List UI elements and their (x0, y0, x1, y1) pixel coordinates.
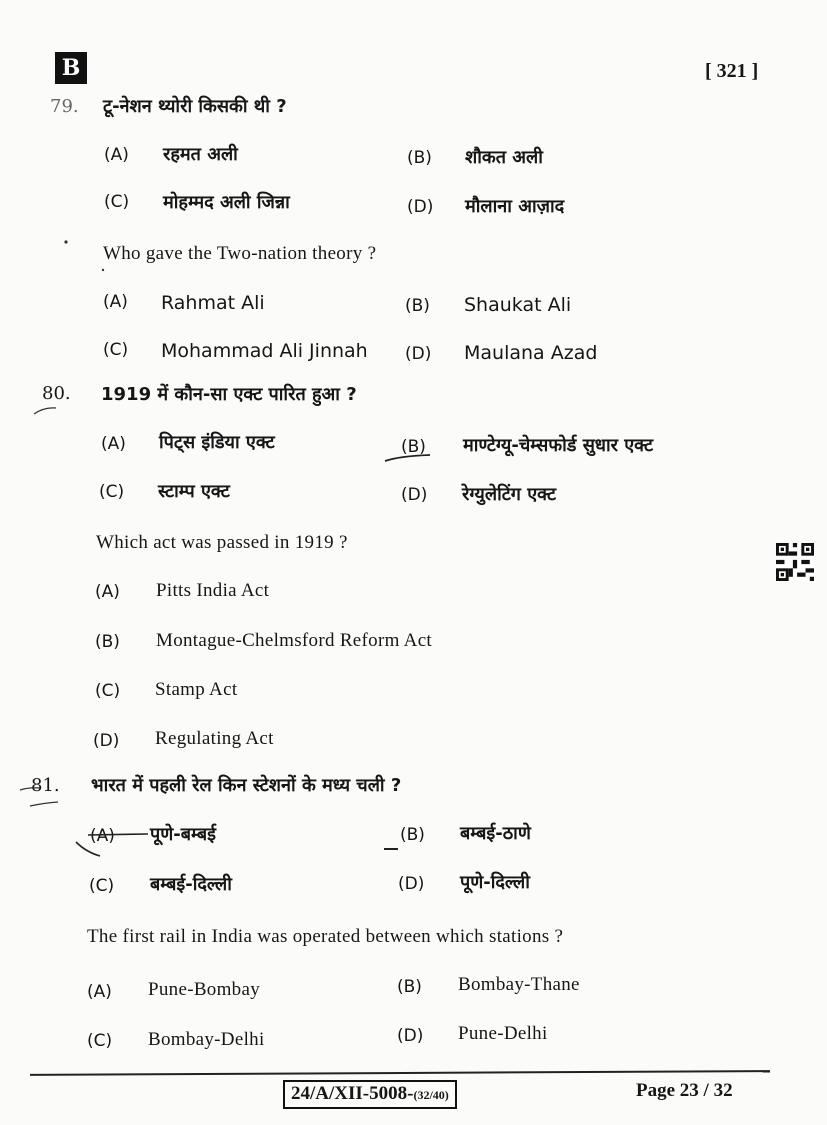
pen-underline-q80-b (385, 455, 430, 461)
option-label: (A) (104, 145, 129, 165)
pen-dot (64, 240, 67, 243)
page-code: [ 321 ] (705, 60, 759, 82)
option-text-english: Stamp Act (155, 679, 238, 700)
option-text-english: Bombay-Delhi (148, 1029, 265, 1050)
option-label: (A) (95, 582, 120, 602)
option-text-hindi: शौकत अली (465, 147, 543, 168)
option-label: (C) (103, 340, 129, 360)
question-text-english: Who gave the Two-nation theory ? (103, 243, 377, 264)
option-label: (A) (103, 292, 128, 312)
question-number: 81. (31, 775, 60, 796)
paper-code (283, 1080, 457, 1109)
pen-hook-q81-a (76, 842, 100, 856)
option-label: (C) (89, 876, 115, 896)
option-label: (A) (87, 982, 112, 1002)
option-label: (C) (95, 681, 121, 701)
option-text-hindi: बम्बई-दिल्ली (150, 874, 232, 895)
option-label: (B) (407, 148, 432, 168)
option-text-english: Pitts India Act (156, 580, 270, 601)
option-label: (D) (401, 485, 428, 505)
option-text-english: Montague-Chelmsford Reform Act (156, 630, 433, 651)
option-label: (B) (401, 437, 426, 457)
option-text-english: Shaukat Ali (464, 294, 572, 316)
option-text-hindi: माण्टेग्यू-चेम्सफोर्ड सुधार एक्ट (463, 435, 654, 456)
option-label: (D) (398, 874, 425, 894)
option-text-english: Regulating Act (155, 728, 274, 749)
option-label: (D) (93, 731, 120, 751)
question-number: 79. (50, 96, 79, 117)
question-text-english: Which act was passed in 1919 ? (96, 532, 348, 553)
option-text-hindi: मोहम्मद अली जिन्ना (163, 192, 290, 213)
option-text-english: Mohammad Ali Jinnah (161, 340, 368, 362)
pen-dot (102, 269, 104, 271)
pen-tick-q80 (34, 408, 56, 414)
option-label: (A) (101, 434, 126, 454)
question-text-english: The first rail in India was operated between which stations ? (87, 926, 564, 947)
option-label: (C) (99, 482, 125, 502)
option-text-english: Rahmat Ali (161, 292, 265, 314)
question-number: 80. (42, 383, 71, 404)
option-text-hindi: बम्बई-ठाणे (460, 823, 531, 844)
question-text-hindi: 1919 में कौन-सा एक्ट पारित हुआ ? (101, 384, 357, 405)
option-label: (B) (400, 825, 425, 845)
set-badge: B (55, 52, 87, 84)
option-text-english: Pune-Bombay (148, 979, 261, 1000)
option-text-hindi: रेग्युलेटिंग एक्ट (462, 484, 557, 505)
paper-code-main: 24/A/XII-5008- (291, 1083, 414, 1104)
option-label: (A) (90, 826, 115, 846)
paper-code-sub: (32/40) (413, 1088, 449, 1102)
option-text-hindi: पूणे-बम्बई (150, 824, 216, 845)
option-text-hindi: पिट्स इंडिया एक्ट (159, 432, 275, 453)
option-label: (C) (104, 192, 130, 212)
option-label: (C) (87, 1031, 113, 1051)
option-text-hindi: स्टाम्प एक्ट (158, 481, 230, 502)
pen-mark-q81-a (20, 788, 40, 790)
option-text-english: Bombay-Thane (458, 974, 580, 995)
qr-code-icon (776, 543, 814, 581)
option-label: (D) (405, 344, 432, 364)
option-text-hindi: पूणे-दिल्ली (460, 872, 530, 893)
pen-mark-q81-b (30, 802, 58, 806)
option-label: (B) (397, 977, 422, 997)
option-text-hindi: मौलाना आज़ाद (465, 196, 565, 217)
option-label: (B) (95, 632, 120, 652)
page-number: Page 23 / 32 (636, 1080, 733, 1101)
question-text-hindi: टू-नेशन थ्योरी किसकी थी ? (103, 96, 287, 117)
option-label: (D) (397, 1026, 424, 1046)
option-label: (D) (407, 197, 434, 217)
option-text-hindi: रहमत अली (163, 144, 238, 165)
option-text-english: Pune-Delhi (458, 1023, 548, 1044)
option-label: (B) (405, 296, 430, 316)
question-text-hindi: भारत में पहली रेल किन स्टेशनों के मध्य चली ? (91, 775, 402, 796)
option-text-english: Maulana Azad (464, 342, 598, 364)
pen-strike-q81-a (88, 834, 148, 835)
